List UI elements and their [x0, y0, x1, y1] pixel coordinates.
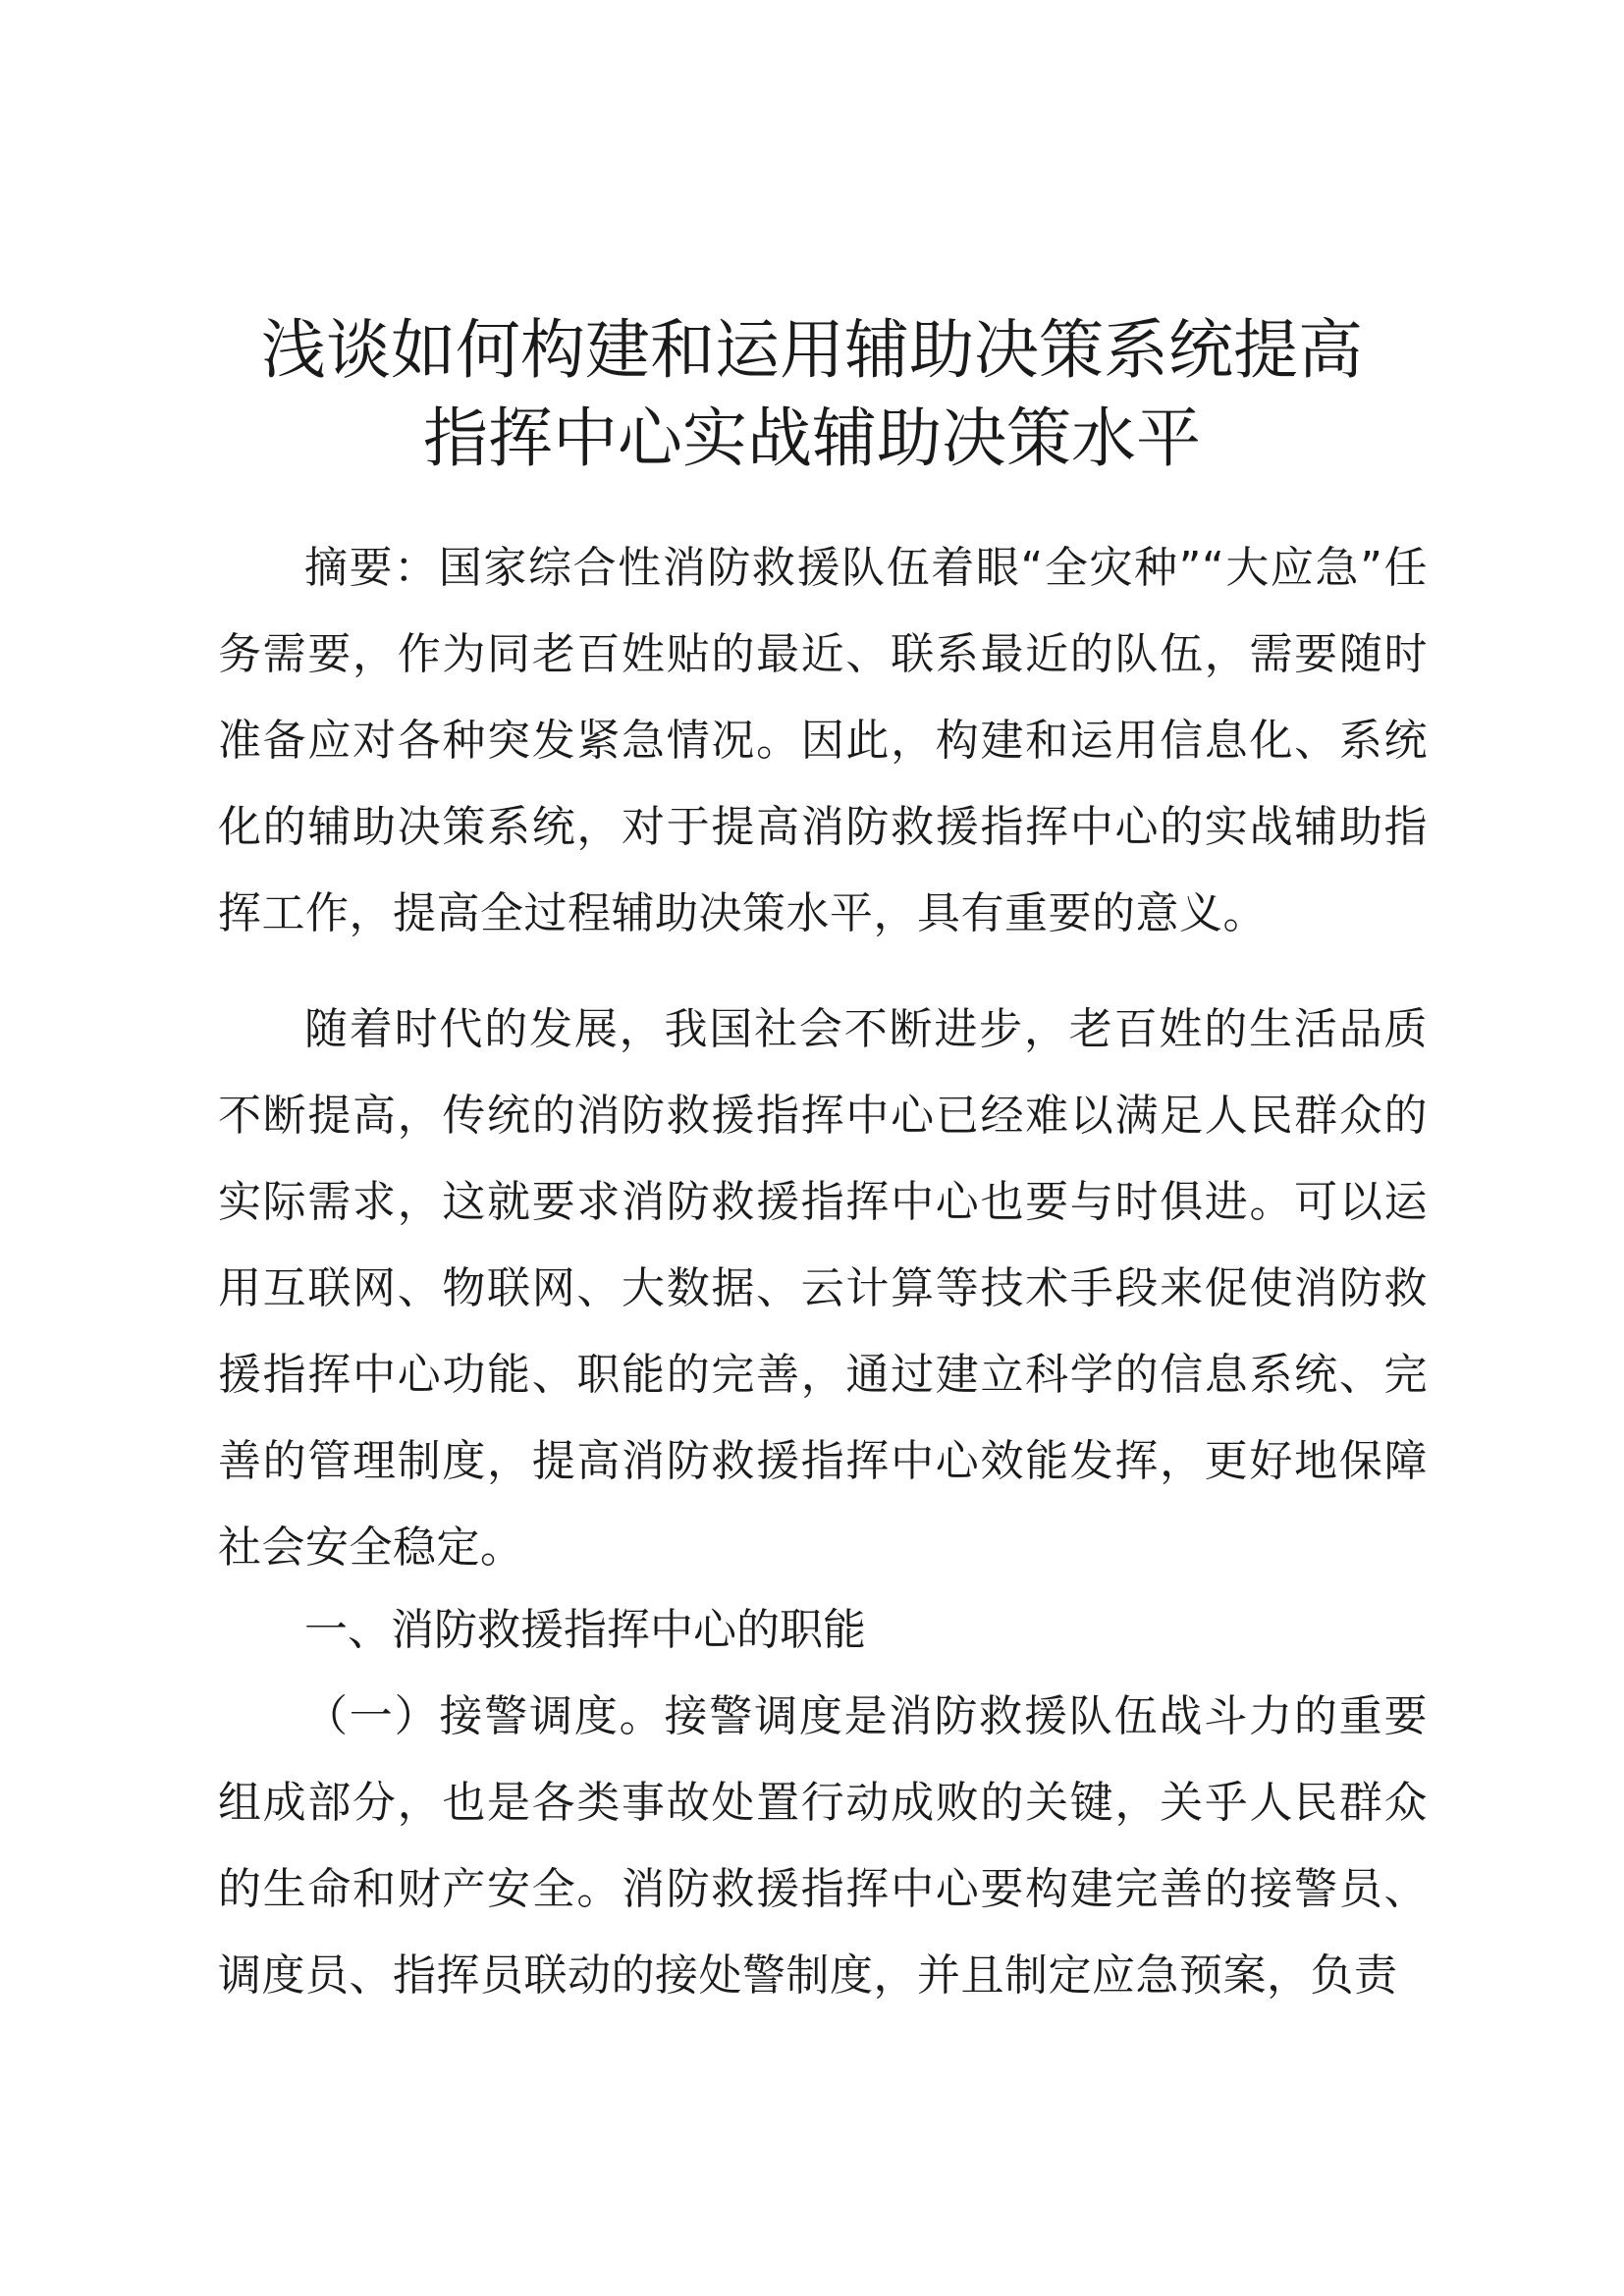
- intro-paragraph: 随着时代的发展，我国社会不断进步，老百姓的生活品质不断提高，传统的消防救援指挥中心已经难以满足人民群众的实际需求，这就要求消防救援指挥中心也要与时俱进。可以运用互联网、物联网、大数据、云计算等技术手段来促使消防救援指挥中心功能、职能的完善，通过建立科学的信息系统、完善的管理制度，提高消防救援指挥中心效能发挥，更好地保障社会安全稳定。: [218, 1004, 1428, 1573]
- section-heading: 一、消防救援指挥中心的职能: [304, 1605, 866, 1655]
- section-paragraph: （一）接警调度。接警调度是消防救援队伍战斗力的重要组成部分，也是各类事故处置行动成败的关键，关乎人民群众的生命和财产安全。消防救援指挥中心要构建完善的接警员、调度员、指挥员联动的接处警制度，并且制定应急预案，负责: [218, 1691, 1428, 2001]
- abstract-paragraph: 摘要：国家综合性消防救援队伍着眼“全灾种”“大应急”任务需要，作为同老百姓贴的最近、联系最近的队伍，需要随时准备应对各种突发紧急情况。因此，构建和运用信息化、系统化的辅助决策系统，对于提高消防救援指挥中心的实战辅助指挥工作，提高全过程辅助决策水平，具有重要的意义。: [218, 543, 1428, 938]
- document-title-line-1: 浅谈如何构建和运用辅助决策系统提高: [261, 312, 1363, 388]
- document-title-line-2: 指挥中心实战辅助决策水平: [423, 400, 1201, 476]
